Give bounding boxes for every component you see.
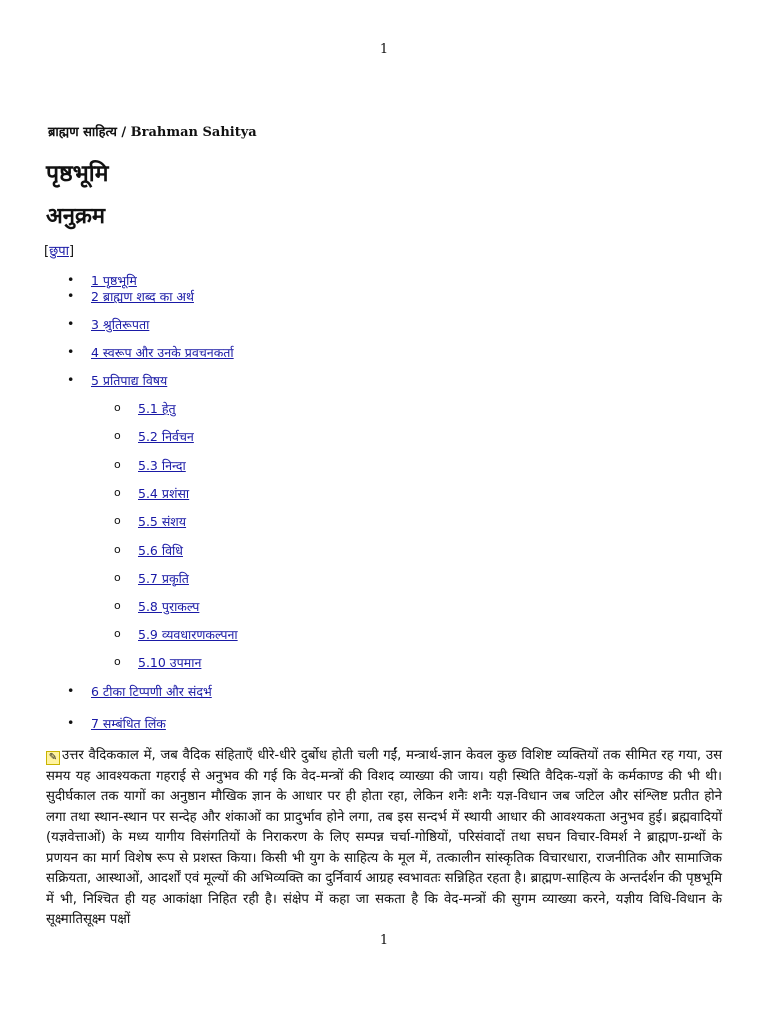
toc-item-5-3 (114, 457, 186, 474)
toc-item-6 (67, 683, 212, 700)
toc-item-3 (67, 316, 150, 333)
bullet-icon: • (67, 288, 75, 303)
bullet-icon: • (67, 715, 75, 730)
toc-item-5-10 (114, 654, 202, 671)
circle-bullet-icon: o (114, 458, 121, 471)
bullet-icon: • (67, 344, 75, 359)
toggle-bracket-open: [ (44, 244, 50, 259)
toc-item-5-4 (114, 485, 190, 502)
circle-bullet-icon: o (114, 599, 121, 612)
toc-link-5-3[interactable]: 5.3 निन्दा (138, 458, 186, 473)
toc-item-1 (67, 272, 137, 289)
toc-item-5-6 (114, 542, 183, 559)
toc-item-5 (67, 372, 168, 389)
toc-link-form[interactable]: 4 स्वरूप और उनके प्रवचनकर्ता (91, 345, 234, 360)
toc-item-5-1 (114, 400, 176, 417)
toc-link-5-1[interactable]: 5.1 हेतु (138, 401, 176, 416)
pencil-icon[interactable]: ✎ (46, 751, 60, 765)
bullet-icon: • (67, 316, 75, 331)
toc-link-5-4[interactable]: 5.4 प्रशंसा (138, 486, 190, 501)
page-title: पृष्ठभूमि (46, 161, 109, 187)
toc-item-5-8 (114, 598, 200, 615)
toc-item-5-7 (114, 570, 189, 587)
circle-bullet-icon: o (114, 429, 121, 442)
toc-item-2 (67, 288, 194, 305)
bullet-icon: • (67, 372, 75, 387)
circle-bullet-icon: o (114, 655, 121, 668)
toc-link-5-2[interactable]: 5.2 निर्वचन (138, 429, 194, 444)
toggle-bracket-close: ] (68, 244, 75, 259)
toc-item-5-5 (114, 513, 187, 530)
toc-link-5-5[interactable]: 5.5 संशय (138, 514, 187, 529)
circle-bullet-icon: o (114, 486, 121, 499)
contents-heading: अनुक्रम (46, 204, 106, 229)
paragraph-text: उत्तर वैदिककाल में, जब वैदिक संहिताएँ धीरे-धीरे दुर्बोध होती चली गईं, मन्त्रार्थ-ज्ञान केवल कुछ विशिष्ट व्यक्तियों तक सीमित रह गया, उस समय यह आवश्यकता गहराई से अनुभव की गई कि वेद-मन्त्रों की विशद व्याख्या की जाय। यही स्थिति वैदिक-यज्ञों के कर्मकाण्ड की भी थी। सुदीर्घकाल तक यागों का अनुष्ठान मौखिक ज्ञान के आधार पर ही होता रहा, लेकिन शनैः शनैः यज्ञ-विधान जब जटिल और संश्लिष्ट प्रतीत होने लगा तथा स्थान-स्थान पर सन्देह और शंकाओं का प्रादुर्भाव होने लगा, तब इस सन्दर्भ में स्थायी आधार की आवश्यकता अनुभव हुई। ब्रह्मवादियों (यज्ञवेत्ताओं) के मध्य यागीय विसंगतियों के निराकरण के लिए सम्पन्न चर्चा-गोष्ठियों, परिसंवादों तथा सघन विचार-विमर्श ने ब्राह्मण-ग्रन्थों के प्रणयन का मार्ग विशेष रूप से प्रशस्त किया। किसी भी युग के साहित्य के मूल में, तत्कालीन सांस्कृतिक विचारधारा, राजनीतिक और सामाजिक सक्रियता, आस्थाओं, आदर्शों एवं मूल्यों की अभिव्यक्ति का दुर्निवार्य आग्रह स्वभावतः सन्निहित रहता है। ब्राह्मण-साहित्य के अन्तर्दर्शन की पृष्ठभूमि में भी, निश्चित ही यह आकांक्षा निहित रही है। संक्षेप में कहा जा सकता है कि वेद-मन्त्रों की सुगम व्याख्या करने, यज्ञीय विधि-विधान के सूक्ष्मातिसूक्ष्म पक्षों (46, 748, 722, 927)
toc-link-5-7[interactable]: 5.7 प्रकृति (138, 571, 189, 586)
toc-link-related[interactable]: 7 सम्बंधित लिंक (91, 716, 166, 731)
toc-link-5-8[interactable]: 5.8 पुराकल्प (138, 599, 200, 614)
toc-link-word-meaning[interactable]: 2 ब्राह्मण शब्द का अर्थ (91, 289, 194, 304)
circle-bullet-icon: o (114, 543, 121, 556)
page-subtitle: ब्राह्मण साहित्य / Brahman Sahitya (48, 125, 257, 140)
toc-item-5-9 (114, 626, 238, 643)
circle-bullet-icon: o (114, 401, 121, 414)
bullet-icon: • (67, 272, 75, 287)
body-paragraph (46, 746, 722, 931)
toc-item-5-2 (114, 428, 194, 445)
toc-link-references[interactable]: 6 टीका टिप्पणी और संदर्भ (91, 684, 212, 699)
circle-bullet-icon: o (114, 571, 121, 584)
toc-item-7 (67, 715, 166, 732)
toc-link-background[interactable]: 1 पृष्ठभूमि (91, 273, 137, 288)
page-number-bottom: 1 (379, 933, 389, 948)
toc-link-5-6[interactable]: 5.6 विधि (138, 543, 183, 558)
toc-item-4 (67, 344, 234, 361)
page-number-top: 1 (379, 42, 389, 57)
circle-bullet-icon: o (114, 627, 121, 640)
toc-hide-link[interactable]: छुपा (49, 244, 69, 259)
bullet-icon: • (67, 683, 75, 698)
toc-link-shruti[interactable]: 3 श्रुतिरूपता (91, 317, 150, 332)
toc-link-5-10[interactable]: 5.10 उपमान (138, 655, 202, 670)
toc-link-subjects[interactable]: 5 प्रतिपाद्य विषय (91, 373, 168, 388)
circle-bullet-icon: o (114, 514, 121, 527)
toc-link-5-9[interactable]: 5.9 व्यवधारणकल्पना (138, 627, 238, 642)
